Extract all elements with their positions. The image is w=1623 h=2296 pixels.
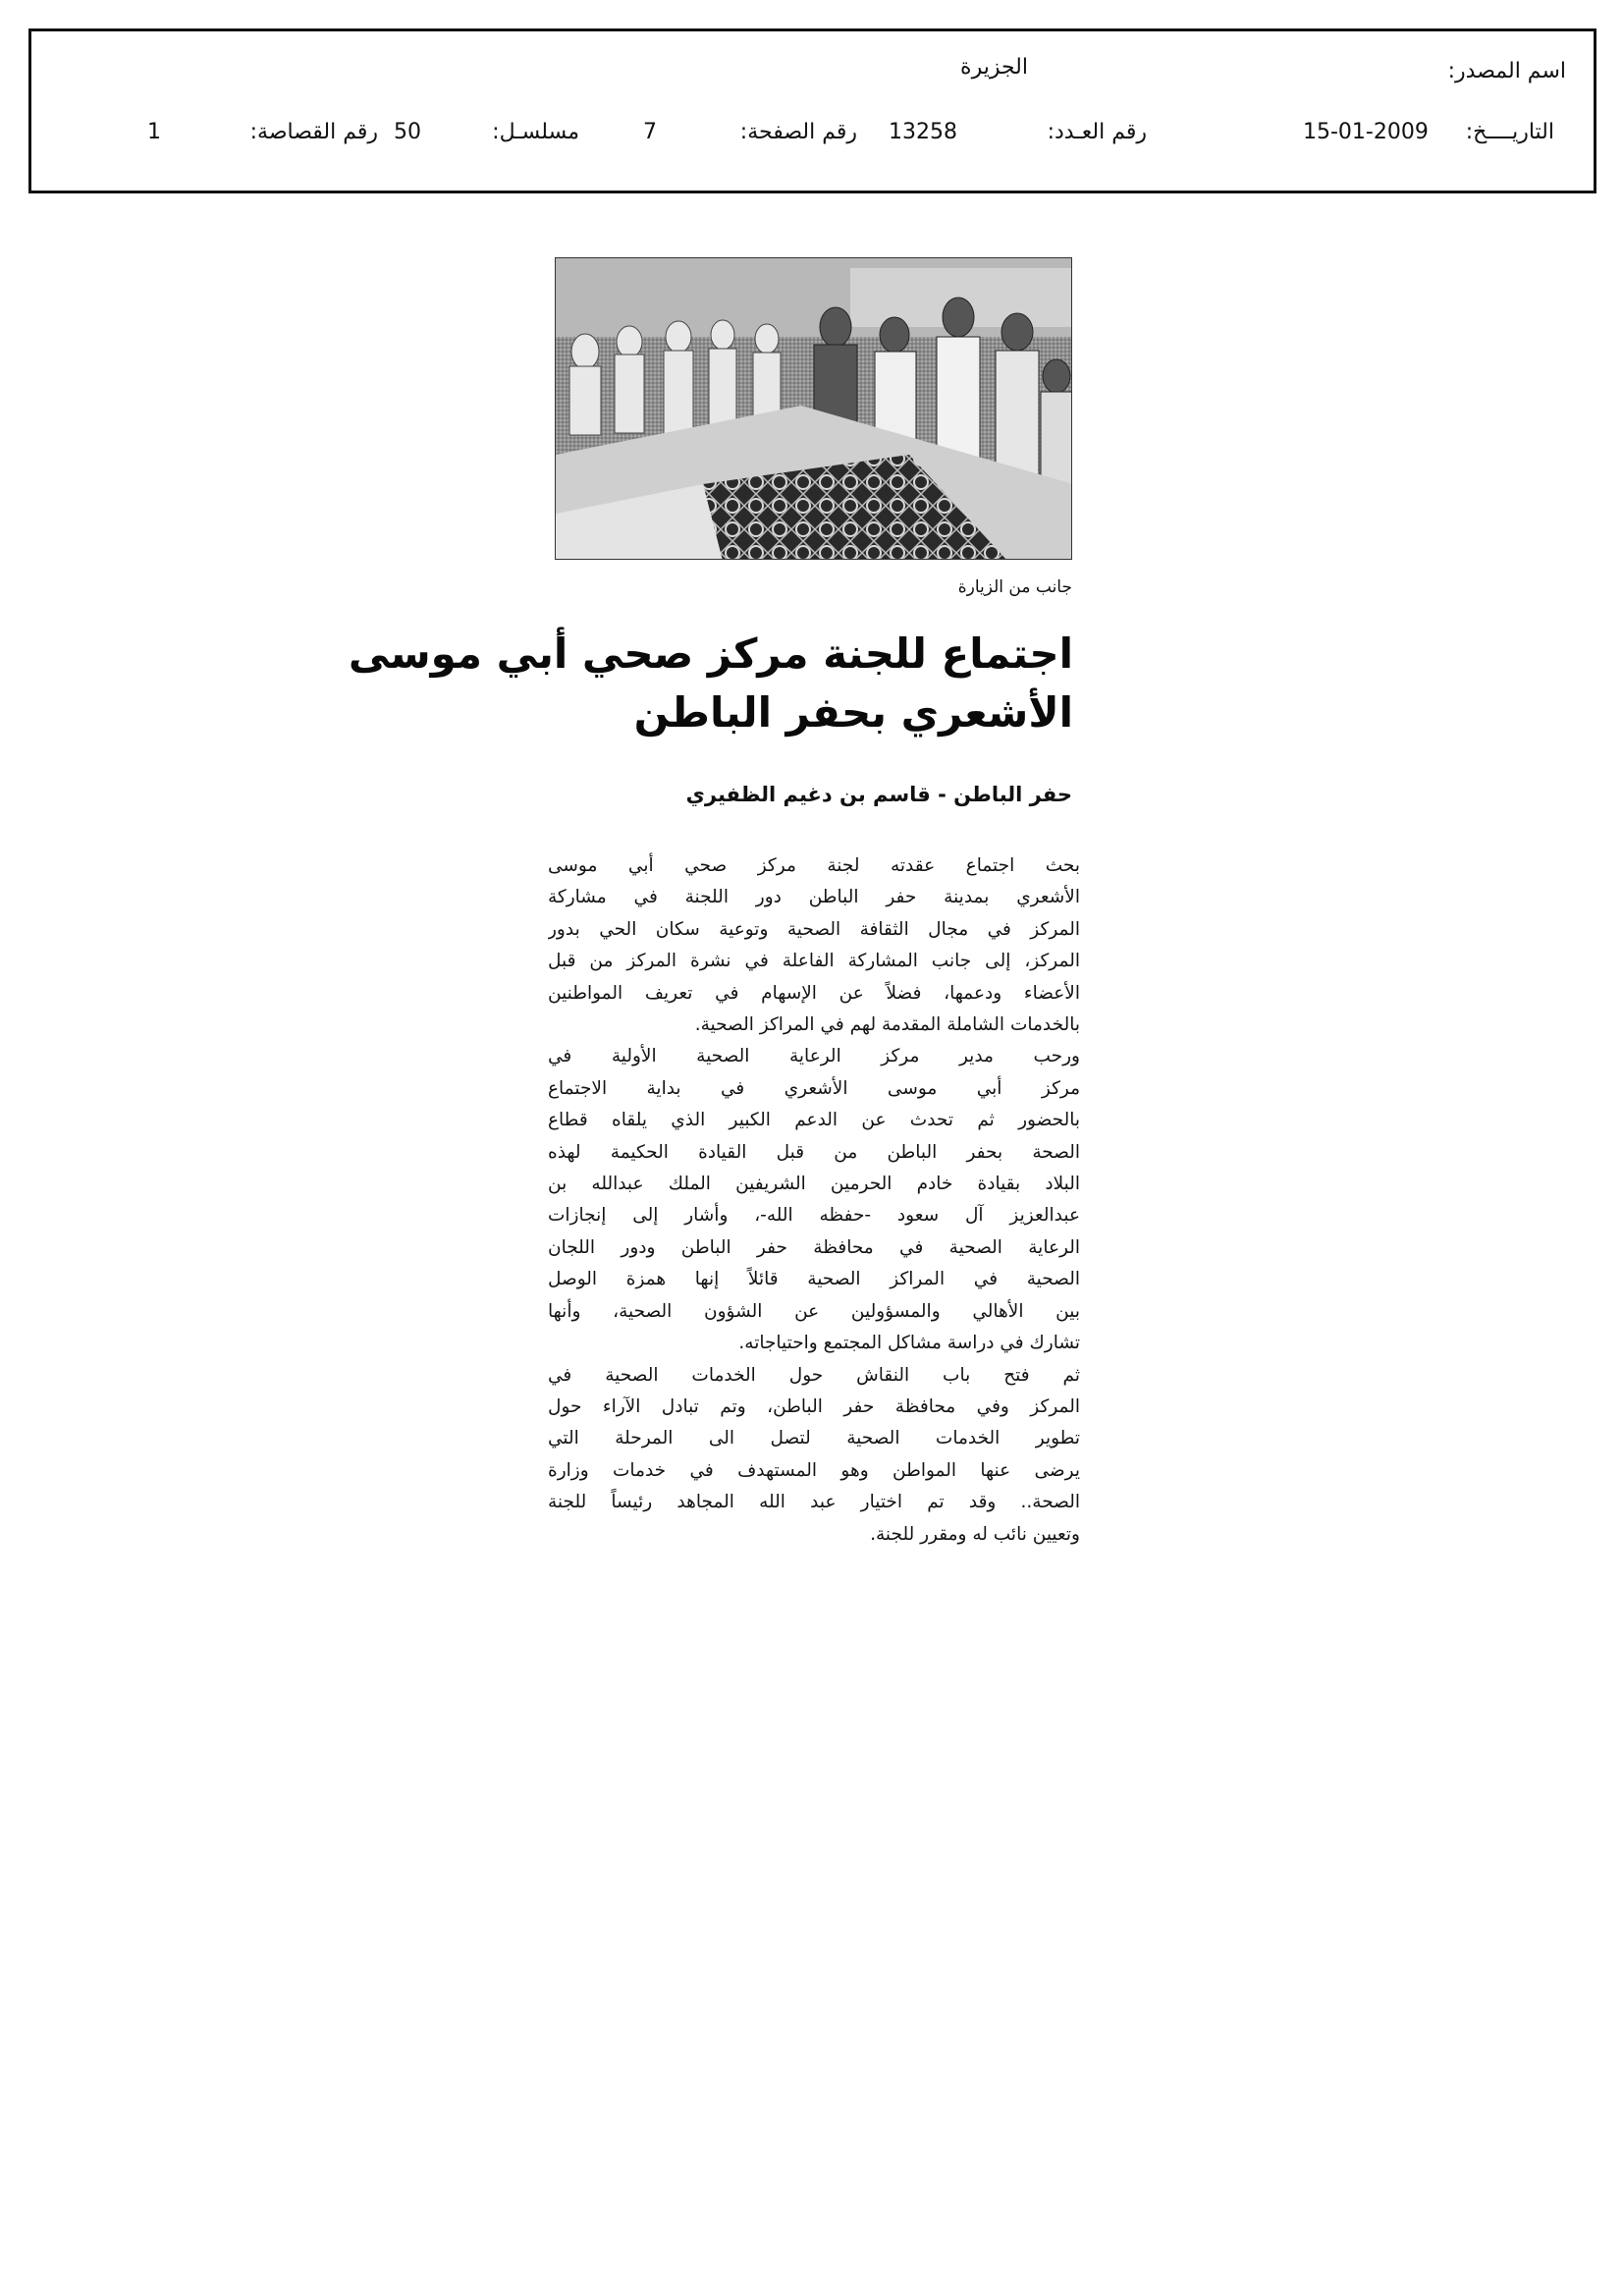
article-headline xyxy=(348,625,1073,742)
body-line: بين الأهالي والمسؤولين عن الشؤون الصحية، وأنها xyxy=(548,1300,1080,1322)
clipping-header-box xyxy=(28,28,1596,193)
body-line: وتعيين نائب له ومقرر للجنة. xyxy=(870,1523,1080,1545)
headline-line-1: اجتماع للجنة مركز صحي أبي موسى xyxy=(348,629,1073,678)
serial-label: مسلسـل: xyxy=(492,120,579,144)
article-byline: حفر الباطن - قاسم بن دغيم الظفيري xyxy=(685,783,1072,806)
body-line: بالحضور ثم تحدث عن الدعم الكبير الذي يلقاه قطاع xyxy=(548,1110,1080,1131)
date-label: التاريــــخ: xyxy=(1465,120,1554,144)
body-line: ورحب مدير مركز الرعاية الصحية الأولية في xyxy=(548,1046,1080,1067)
clip-value: 1 xyxy=(147,120,161,144)
body-line: الصحية في المراكز الصحية قائلاً إنها همزة الوصل xyxy=(548,1269,1080,1290)
body-line: المركز في مجال الثقافة الصحية وتوعية سكان الحي بدور xyxy=(548,918,1080,940)
article-body xyxy=(548,850,1080,1551)
headline-line-2: الأشعري بحفر الباطن xyxy=(633,688,1073,737)
page-label: رقم الصفحة: xyxy=(739,120,857,144)
date-value: 15-01-2009 xyxy=(1303,120,1429,144)
article-photo xyxy=(555,257,1072,560)
body-line: ثم فتح باب النقاش حول الخدمات الصحية في xyxy=(548,1364,1080,1386)
body-line: يرضى عنها المواطن وهو المستهدف في خدمات وزارة xyxy=(548,1459,1080,1481)
body-line: الصحة بحفر الباطن من قبل القيادة الحكيمة لهذه xyxy=(548,1141,1080,1163)
body-line: بالخدمات الشاملة المقدمة لهم في المراكز الصحية. xyxy=(694,1014,1080,1036)
body-line: تشارك في دراسة مشاكل المجتمع واحتياجاته. xyxy=(738,1333,1080,1354)
serial-value: 50 xyxy=(394,120,421,144)
source-value: الجزيرة xyxy=(960,55,1028,80)
body-line: الرعاية الصحية في محافظة حفر الباطن ودور اللجان xyxy=(548,1236,1080,1258)
body-line: الأشعري بمدينة حفر الباطن دور اللجنة في مشاركة xyxy=(548,887,1080,908)
clip-label: رقم القصاصة: xyxy=(249,120,378,144)
body-line: البلاد بقيادة خادم الحرمين الشريفين الملك عبدالله بن xyxy=(548,1174,1080,1195)
body-line: الأعضاء ودعمها، فضلاً عن الإسهام في تعريف المواطنين xyxy=(548,982,1080,1004)
body-line: مركز أبي موسى الأشعري في بداية الاجتماع xyxy=(548,1077,1080,1099)
photo-caption: جانب من الزيارة xyxy=(957,577,1072,597)
issue-value: 13258 xyxy=(889,120,957,144)
body-line: الصحة.. وقد تم اختيار عبد الله المجاهد رئيساً للجنة xyxy=(548,1492,1080,1513)
source-label: اسم المصدر: xyxy=(1447,59,1566,83)
body-line: المركز وفي محافظة حفر الباطن، وتم تبادل الآراء حول xyxy=(548,1395,1080,1417)
body-line: تطوير الخدمات الصحية لتصل الى المرحلة التي xyxy=(548,1428,1080,1449)
page-value: 7 xyxy=(643,120,657,144)
body-line: بحث اجتماع عقدته لجنة مركز صحي أبي موسى xyxy=(548,855,1080,876)
issue-label: رقم العـدد: xyxy=(1047,120,1147,144)
body-line: المركز، إلى جانب المشاركة الفاعلة في نشرة المركز من قبل xyxy=(548,951,1080,972)
body-line: عبدالعزيز آل سعود -حفظه الله-، وأشار إلى إنجازات xyxy=(548,1205,1080,1227)
